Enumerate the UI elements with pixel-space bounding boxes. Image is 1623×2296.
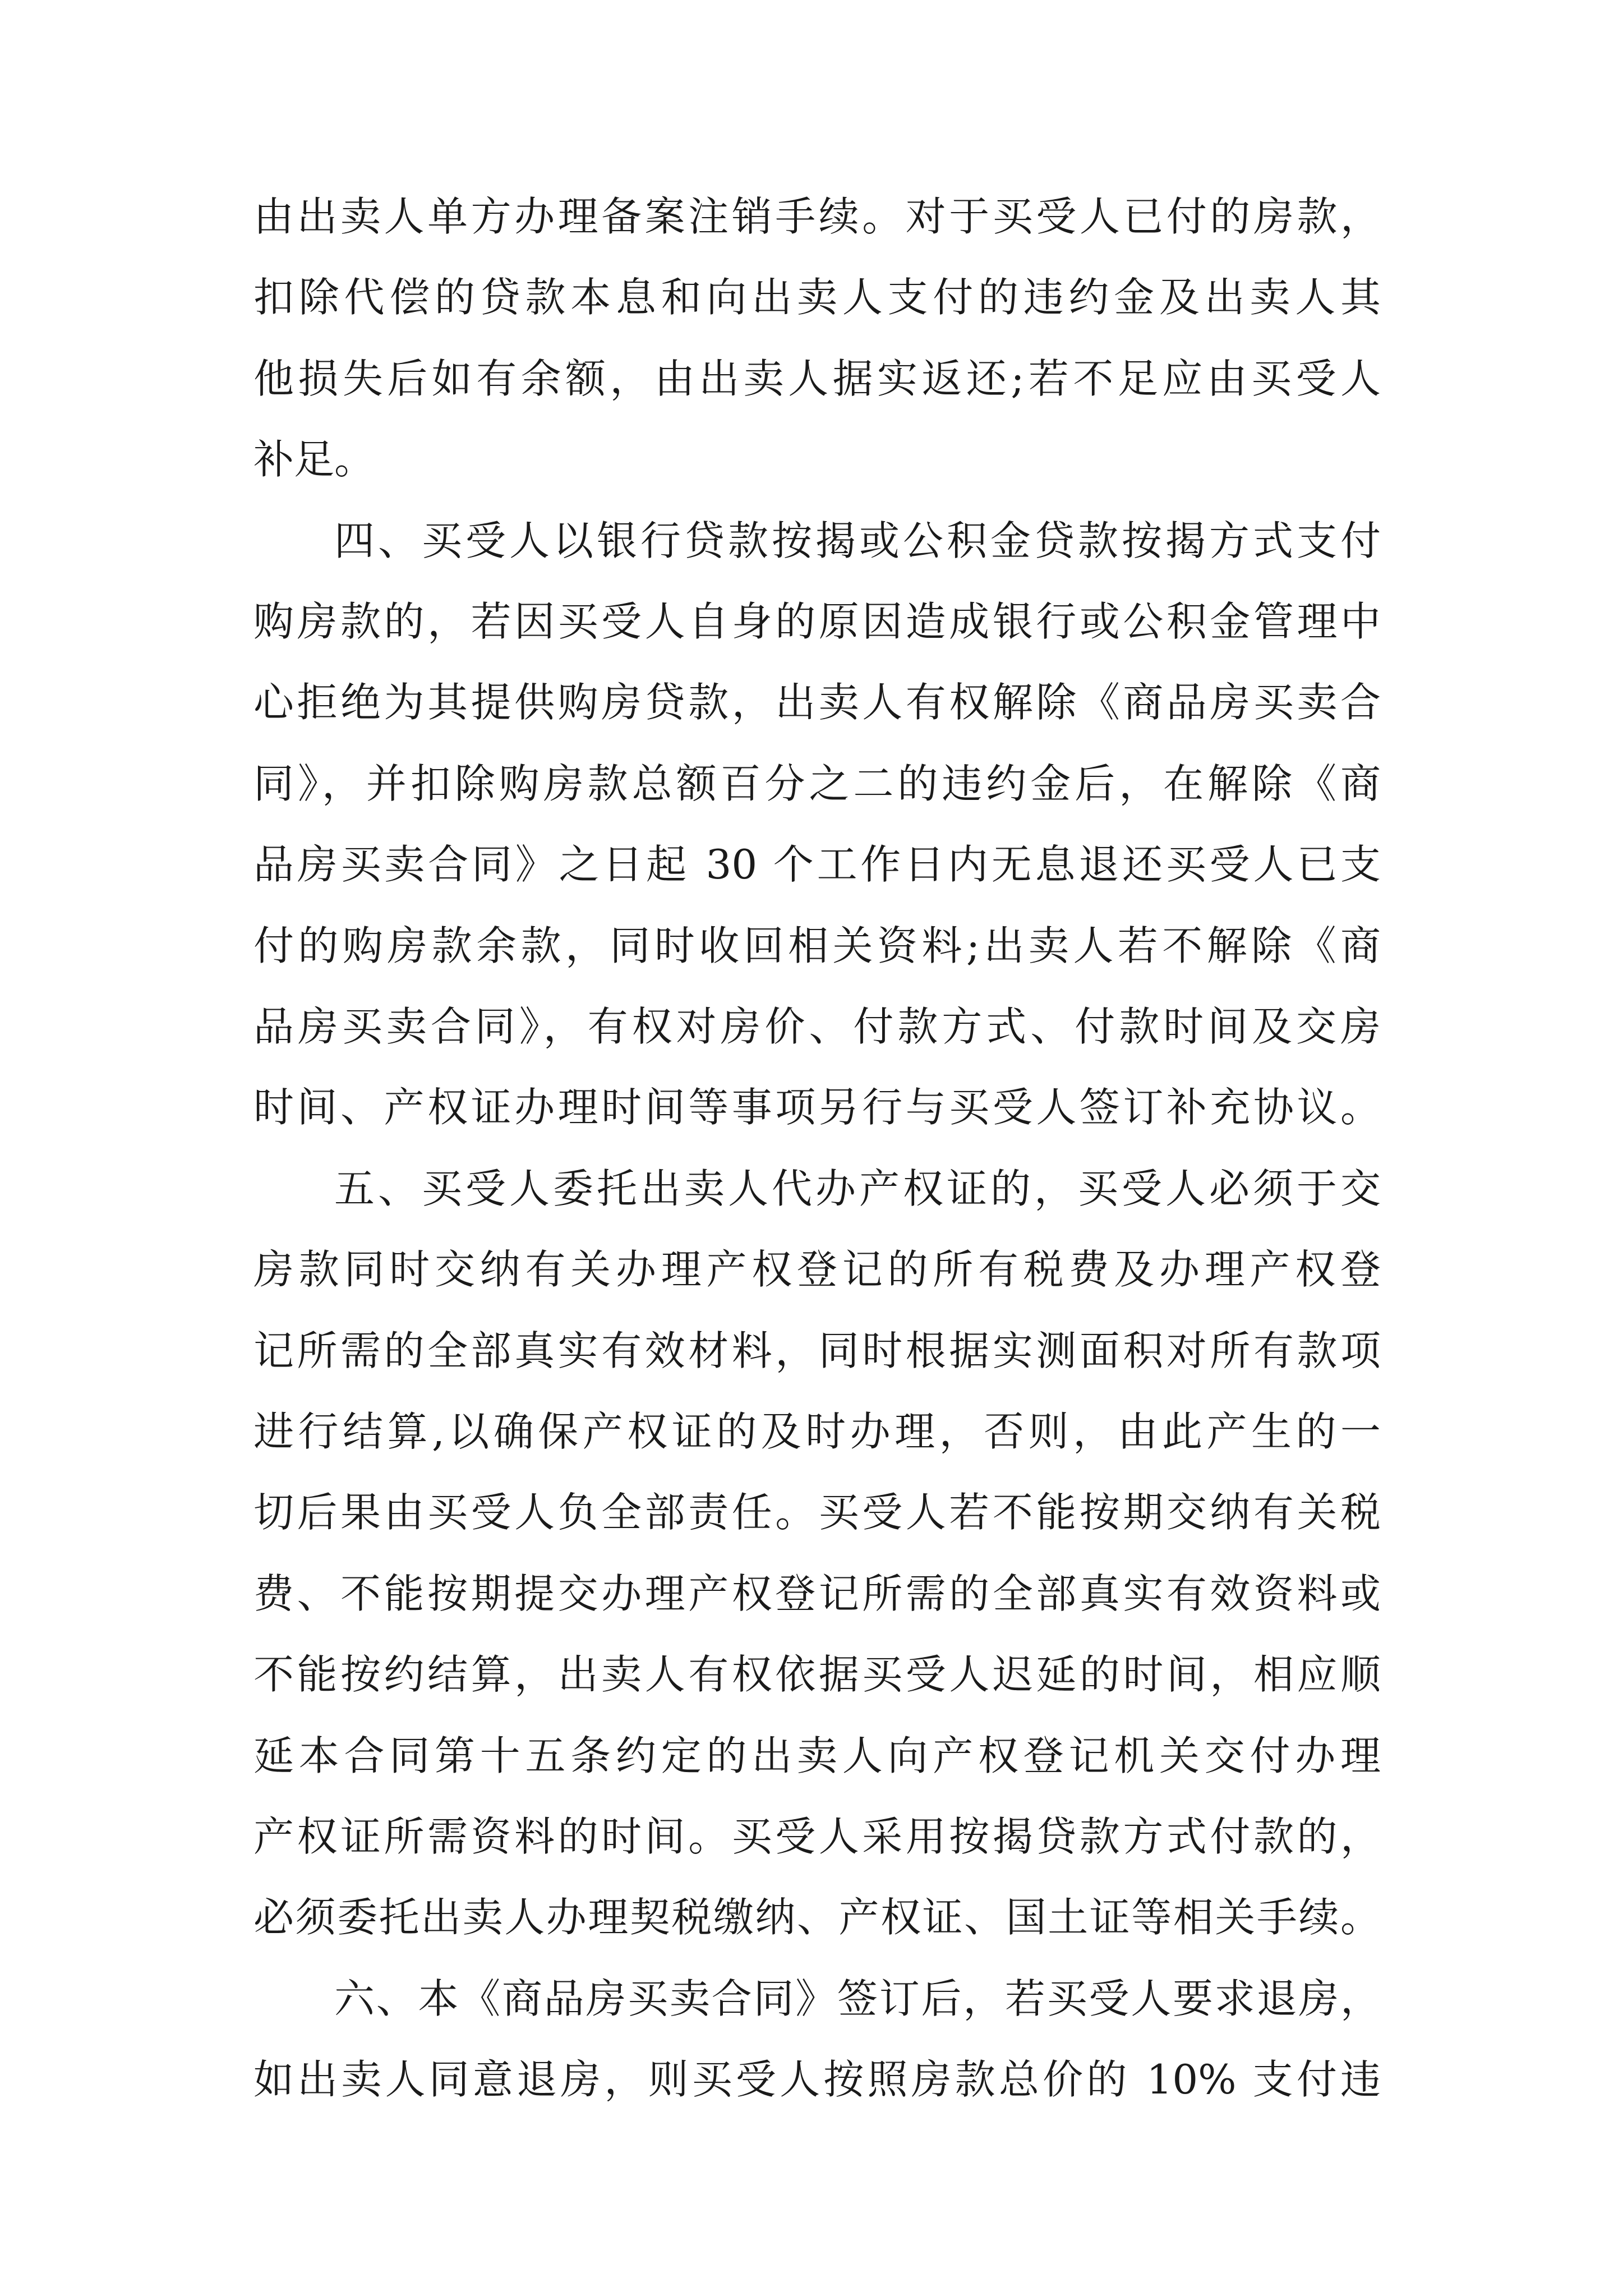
text-line: 由出卖人单方办理备案注销手续。对于买受人已付的房款，	[253, 193, 1381, 240]
text-line: 品房买卖合同》之日起 30 个工作日内无息退还买受人已支	[253, 841, 1381, 888]
text-line: 六、本《商品房买卖合同》签订后，若买受人要求退房，	[334, 1975, 1381, 2022]
text-line: 房款同时交纳有关办理产权登记的所有税费及办理产权登	[253, 1246, 1381, 1293]
text-line: 费、不能按期提交办理产权登记所需的全部真实有效资料或	[253, 1570, 1381, 1617]
text-line: 心拒绝为其提供购房贷款，出卖人有权解除《商品房买卖合	[253, 679, 1381, 726]
text-line: 同》，并扣除购房款总额百分之二的违约金后，在解除《商	[253, 760, 1381, 807]
text-line: 扣除代偿的贷款本息和向出卖人支付的违约金及出卖人其	[253, 274, 1381, 321]
text-line: 付的购房款余款，同时收回相关资料;出卖人若不解除《商	[253, 922, 1381, 969]
text-line: 五、买受人委托出卖人代办产权证的，买受人必须于交	[334, 1165, 1381, 1212]
text-line: 他损失后如有余额，由出卖人据实返还;若不足应由买受人	[253, 355, 1381, 402]
text-line: 不能按约结算，出卖人有权依据买受人迟延的时间，相应顺	[253, 1651, 1381, 1698]
text-line: 如出卖人同意退房，则买受人按照房款总价的 10% 支付违	[253, 2056, 1381, 2103]
text-line: 四、买受人以银行贷款按揭或公积金贷款按揭方式支付	[334, 517, 1381, 564]
text-line: 进行结算,以确保产权证的及时办理，否则，由此产生的一	[253, 1408, 1381, 1455]
text-line: 切后果由买受人负全部责任。买受人若不能按期交纳有关税	[253, 1489, 1381, 1536]
text-line: 记所需的全部真实有效材料，同时根据实测面积对所有款项	[253, 1327, 1381, 1374]
text-line: 品房买卖合同》，有权对房价、付款方式、付款时间及交房	[253, 1003, 1381, 1050]
text-line: 延本合同第十五条约定的出卖人向产权登记机关交付办理	[253, 1732, 1381, 1779]
text-line: 时间、产权证办理时间等事项另行与买受人签订补充协议。	[253, 1084, 1381, 1131]
text-line: 必须委托出卖人办理契税缴纳、产权证、国土证等相关手续。	[253, 1894, 1381, 1941]
text-line: 产权证所需资料的时间。买受人采用按揭贷款方式付款的，	[253, 1813, 1381, 1860]
text-line: 购房款的，若因买受人自身的原因造成银行或公积金管理中	[253, 598, 1381, 645]
text-line: 补足。	[253, 436, 375, 483]
